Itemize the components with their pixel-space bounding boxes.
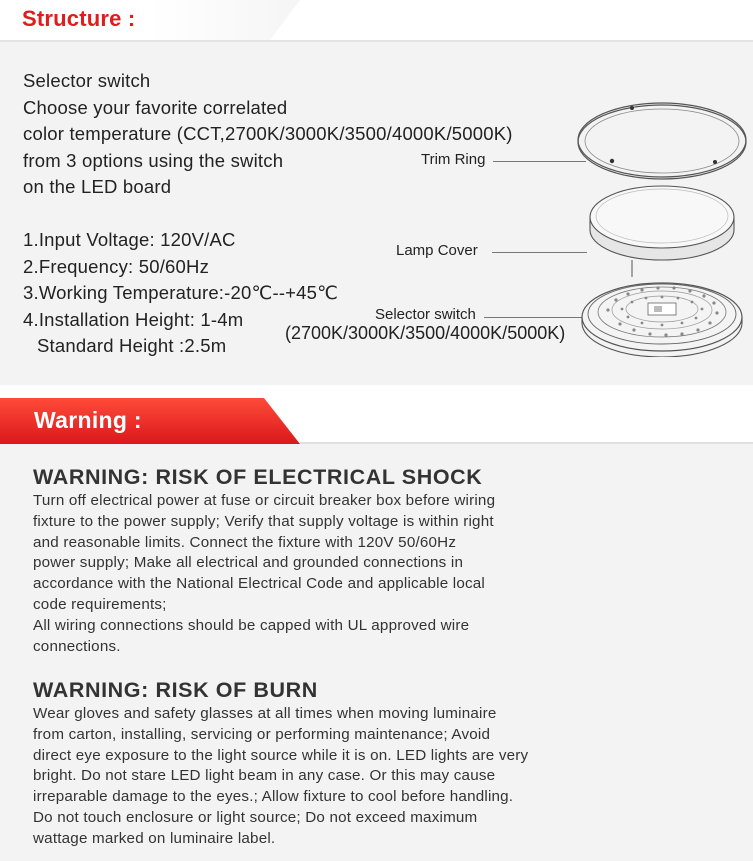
spec-working-temperature: 3.Working Temperature:-20℃--+45℃ [23,282,339,303]
spec-standard-height: Standard Height :2.5m [37,335,227,356]
structure-intro [23,68,583,201]
warning-burn [33,676,593,850]
intro-line: from 3 options using the switch [23,149,284,171]
product-exploded-diagram [570,95,753,357]
warning-electrical-shock [33,463,593,657]
label-trim-ring: Trim Ring [421,151,486,168]
structure-header [0,0,753,42]
intro-line: on the LED board [23,176,172,197]
warning-title: Warning : [34,407,142,433]
intro-line: Selector switch [23,70,151,91]
label-cct-options: (2700K/3000K/3500/4000K/5000K) [285,323,566,343]
lamp-cover-drawing [590,186,734,260]
label-lamp-cover: Lamp Cover [396,242,478,259]
intro-line: Choose your favorite correlated [23,96,288,118]
warning-body: Turn off electrical power at fuse or circuit breaker box before wiring fixture to the power supply; Verify that supply voltage is within right and reasonable limits. Connect the fixture with 120V 50/60Hz power supply; Make all electrical and grounded connections in accordance with the National Electrical Code and applicable local code requirements; All wiring connections should be capped with UL approved wire connections. [33,492,496,655]
intro-line: color temperature (CCT,2700K/3000K/3500/4000K/5000K) [23,123,513,144]
spec-installation-height: 4.Installation Height: 1-4m [23,308,244,330]
led-base-drawing [582,260,742,357]
warning-heading: WARNING: RISK OF ELECTRICAL SHOCK [33,465,483,489]
warning-body: Wear gloves and safety glasses at all times when moving luminaire from carton, installing, servicing or performing maintenance; Avoid direct eye exposure to the light source while it is on. LED lights are very bright. Do not stare LED light beam in any case. Or this may cause irreparable damage to the eyes.; Allow fixture to cool before handling. Do not touch enclosure or light source; Do not exceed maximum wattage marked on luminaire label. [33,705,529,847]
spec-input-voltage: 1.Input Voltage: 120V/AC [23,229,236,250]
label-selector-switch: Selector switch [375,306,476,323]
structure-title: Structure : [22,6,136,31]
header-fade-decoration [150,0,300,40]
spec-frequency: 2.Frequency: 50/60Hz [23,255,210,277]
trim-ring-drawing [578,103,746,179]
warning-heading: WARNING: RISK OF BURN [33,678,318,702]
warning-header [0,398,753,444]
